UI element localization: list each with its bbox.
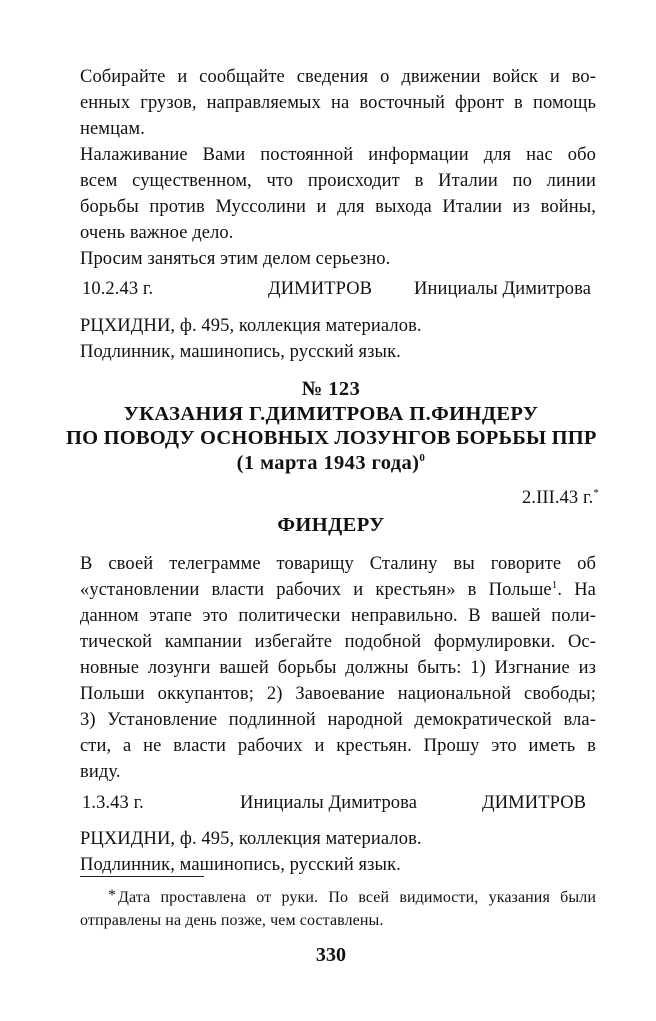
doc-body-line2-text: «установлении власти рабочих и крестьян» в Польше — [80, 580, 552, 600]
doc-body-line2 — [80, 577, 596, 603]
footnote-mark: * — [108, 887, 117, 904]
letter1-para1-line2: енных грузов, направляемых на восточный фронт в помощь — [80, 93, 596, 113]
doc-body-line1: В своей телеграмме товарищу Сталину вы говорите об — [80, 554, 596, 574]
doc-body-line5: новные лозунги вашей борьбы должны быть: 1) Изгнание из — [80, 658, 596, 678]
doc-body-line9: виду. — [80, 762, 121, 782]
doc-date-text: (1 марта 1943 года) — [236, 452, 420, 474]
page-number: 330 — [315, 944, 347, 966]
doc-dated-mark: * — [593, 486, 599, 499]
doc-signature-name: ДИМИТРОВ — [482, 793, 587, 813]
letter1-para1-line3: немцам. — [80, 119, 145, 139]
doc-number: № 123 — [301, 378, 361, 400]
letter1-para1-line1: Собирайте и сообщайте сведения о движении войск и во- — [80, 67, 596, 87]
doc-date-mark: 0 — [419, 452, 426, 465]
doc-dated-text: 2.III.43 г. — [522, 488, 594, 508]
doc-body-line3: данном этапе это политически неправильно. В вашей поли- — [80, 606, 596, 626]
doc-footnote-ref: 1 — [551, 578, 558, 591]
letter1-source-archive: РЦХИДНИ, ф. 495, коллекция материалов. — [80, 316, 422, 336]
doc-title-line2: ПО ПОВОДУ ОСНОВНЫХ ЛОЗУНГОВ БОРЬБЫ ППР — [66, 427, 597, 449]
footnote-line2: отправлены на день позже, чем составлены. — [80, 912, 384, 929]
letter1-signature-date: 10.2.43 г. — [82, 279, 154, 299]
doc-source-archive: РЦХИДНИ, ф. 495, коллекция материалов. — [80, 829, 422, 849]
doc-body-line6: Польши оккупантов; 2) Завоевание национальной свободы; — [80, 684, 596, 704]
doc-body-line4: тической кампании избегайте подобной формулировки. Ос- — [80, 632, 596, 652]
footnote-separator — [80, 876, 204, 877]
letter1-para2-line2: всем существенном, что происходит в Италии по линии — [80, 171, 596, 191]
doc-date-line — [66, 450, 596, 476]
doc-source-type: Подлинник, машинопись, русский язык. — [80, 855, 401, 875]
letter1-para2-line1: Налаживание Вами постоянной информации для нас обо — [80, 145, 596, 165]
doc-addressee: ФИНДЕРУ — [277, 514, 385, 536]
doc-dated — [522, 485, 599, 511]
doc-body-line7: 3) Установление подлинной народной демократической вла- — [80, 710, 596, 730]
doc-body-line2-tail: . На — [557, 580, 596, 600]
letter1-source-type: Подлинник, машинопись, русский язык. — [80, 342, 401, 362]
letter1-para3: Просим заняться этим делом серьезно. — [80, 249, 391, 269]
doc-signature-initials: Инициалы Димитрова — [240, 793, 418, 813]
footnote-line1: Дата проставлена от руки. По всей видимости, указания были — [118, 889, 596, 906]
doc-body-line8: сти, а не власти рабочих и крестьян. Прошу это иметь в — [80, 736, 596, 756]
letter1-para2-line4: очень важное дело. — [80, 223, 234, 243]
doc-signature-date: 1.3.43 г. — [82, 793, 144, 813]
letter1-signature-name: ДИМИТРОВ — [268, 279, 373, 299]
letter1-para2-line3: борьбы против Муссолини и для выхода Италии из войны, — [80, 197, 596, 217]
doc-title-line1: УКАЗАНИЯ Г.ДИМИТРОВА П.ФИНДЕРУ — [123, 403, 539, 425]
letter1-signature-initials: Инициалы Димитрова — [414, 279, 592, 299]
